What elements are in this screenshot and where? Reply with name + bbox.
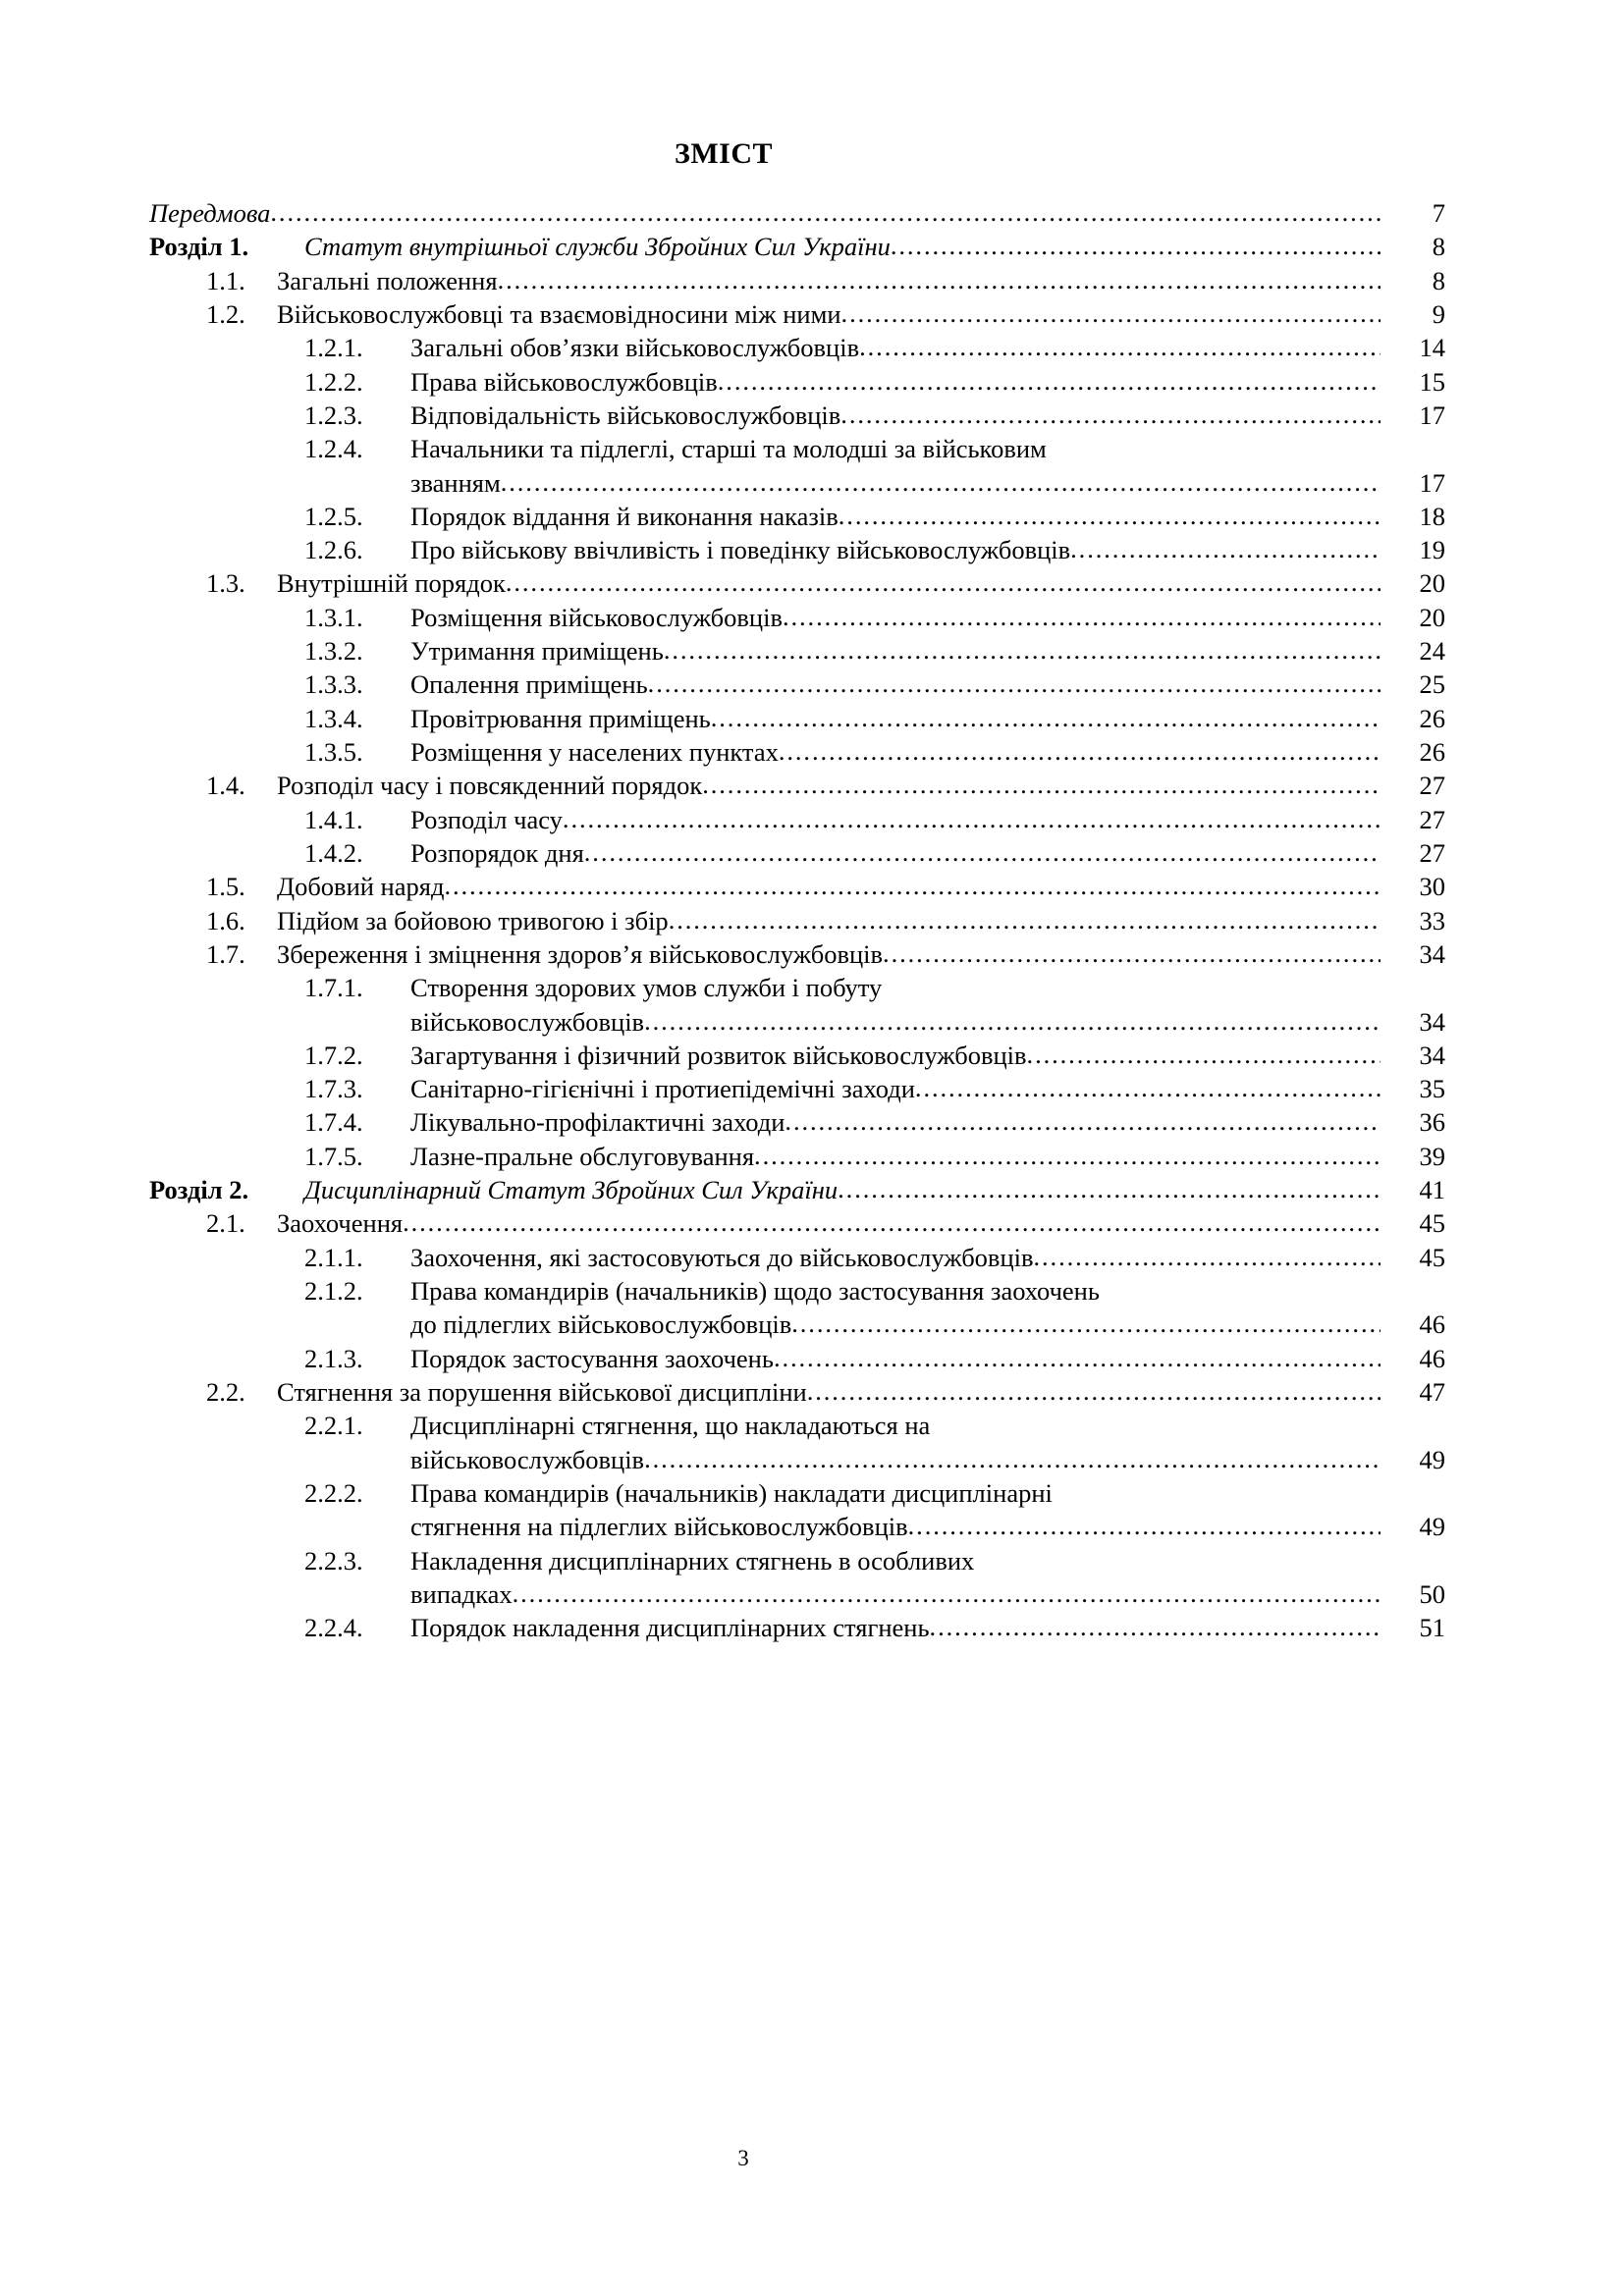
toc-entry-page-number: 24 <box>1419 636 1445 667</box>
toc-entry[interactable] <box>149 769 1445 802</box>
toc-entry-number: 2.2.2. <box>304 1477 363 1508</box>
toc-dot-leader <box>774 1341 1380 1374</box>
toc-entry-page-number: 27 <box>1419 804 1445 834</box>
toc-entry[interactable] <box>149 634 1445 667</box>
toc-entry-number: 1.2.6. <box>304 535 363 565</box>
table-of-contents <box>149 196 1445 1644</box>
toc-entry-number: 1.6. <box>206 905 245 935</box>
toc-entry-label: Порядок накладення дисциплінарних стягнень <box>410 1613 930 1643</box>
toc-entry[interactable] <box>149 1105 1445 1139</box>
toc-entry[interactable] <box>149 667 1445 701</box>
toc-entry-page-number: 27 <box>1419 837 1445 868</box>
toc-entry[interactable] <box>149 1409 1445 1442</box>
toc-entry-number: 1.7.1. <box>304 973 363 1003</box>
toc-dot-leader <box>908 1509 1380 1542</box>
toc-entry-number: 2.2.3. <box>304 1545 363 1575</box>
toc-entry-number: 1.4.1. <box>304 804 363 834</box>
toc-entry-page-number: 27 <box>1419 771 1445 801</box>
toc-entry-number: 2.1.2. <box>304 1276 363 1306</box>
toc-entry-label: Збереження і зміцнення здоров’я військовослужбовців <box>277 938 884 969</box>
toc-entry-label: Розпорядок дня <box>410 837 584 868</box>
toc-entry[interactable] <box>149 1510 1445 1543</box>
toc-entry-label: Права командирів (начальників) накладати дисциплінарні <box>410 1477 1053 1508</box>
toc-dot-leader <box>444 869 1380 902</box>
toc-entry-label: Про військову ввічливість і поведінку військовослужбовців <box>410 535 1071 565</box>
toc-entry-number: 1.2.5. <box>304 501 363 531</box>
toc-dot-leader <box>711 701 1380 734</box>
toc-entry-number: 1.7. <box>206 938 245 969</box>
toc-dot-leader <box>841 296 1380 330</box>
toc-entry-label: Дисциплінарний Статут Збройних Сил України <box>304 1175 839 1205</box>
toc-entry-label: до підлеглих військовослужбовців <box>410 1309 792 1340</box>
toc-dot-leader <box>838 1172 1380 1205</box>
toc-entry-number: 1.2.3. <box>304 400 363 430</box>
toc-dot-leader <box>1070 532 1380 565</box>
toc-entry-page-number: 30 <box>1419 872 1445 902</box>
toc-entry-page-number: 51 <box>1419 1613 1445 1643</box>
toc-entry[interactable] <box>149 297 1445 331</box>
toc-dot-leader <box>839 499 1380 532</box>
toc-entry-number: 1.5. <box>206 872 245 902</box>
toc-entry[interactable] <box>149 937 1445 971</box>
toc-entry[interactable] <box>149 566 1445 600</box>
toc-entry[interactable] <box>149 971 1445 1004</box>
toc-entry-label: Розподіл часу і повсякденний порядок <box>277 771 703 801</box>
toc-entry-label: Начальники та підлеглі, старші та молодші за військовим <box>410 434 1047 464</box>
toc-dot-leader <box>754 1139 1380 1172</box>
toc-entry-label: Права командирів (начальників) щодо застосування заохочень <box>410 1276 1100 1306</box>
toc-dot-leader <box>669 903 1380 936</box>
toc-entry[interactable] <box>149 1375 1445 1409</box>
toc-entry-label: званням <box>410 467 501 498</box>
toc-entry-page-number: 7 <box>1432 198 1445 228</box>
toc-entry-page-number: 34 <box>1419 1006 1445 1037</box>
toc-entry-page-number: 49 <box>1419 1444 1445 1474</box>
toc-entry-number: 1.2. <box>206 298 245 329</box>
toc-entry[interactable] <box>149 1173 1445 1206</box>
toc-entry-label: Санітарно-гігієнічні і протиепідемічні заходи <box>410 1074 915 1104</box>
toc-entry-label: стягнення на підлеглих військовослужбовців <box>410 1512 908 1542</box>
toc-dot-leader <box>644 1004 1380 1038</box>
toc-entry-number: 1.3.4. <box>304 703 363 733</box>
toc-entry-page-number: 25 <box>1419 669 1445 700</box>
toc-entry-page-number: 46 <box>1419 1309 1445 1340</box>
toc-entry[interactable] <box>149 500 1445 533</box>
toc-entry[interactable] <box>149 904 1445 937</box>
toc-entry[interactable] <box>149 230 1445 263</box>
toc-entry-label: Заохочення, які застосовуються до військовослужбовців <box>410 1242 1034 1272</box>
toc-dot-leader <box>840 398 1380 431</box>
toc-dot-leader <box>883 936 1380 970</box>
toc-entry-page-number: 34 <box>1419 938 1445 969</box>
toc-entry-label: військовослужбовців <box>410 1006 645 1037</box>
toc-dot-leader <box>1034 1240 1381 1273</box>
toc-dot-leader <box>702 768 1380 801</box>
toc-entry[interactable] <box>149 1072 1445 1105</box>
toc-dot-leader <box>785 1104 1380 1138</box>
toc-entry-label: Внутрішній порядок <box>277 568 506 599</box>
toc-dot-leader <box>807 1374 1380 1408</box>
toc-entry[interactable] <box>149 331 1445 364</box>
toc-dot-leader <box>859 330 1380 363</box>
toc-dot-leader <box>506 565 1380 599</box>
toc-entry-number: 1.4.2. <box>304 837 363 868</box>
toc-entry-page-number: 15 <box>1419 366 1445 397</box>
toc-dot-leader <box>498 263 1380 296</box>
toc-entry-page-number: 20 <box>1419 602 1445 632</box>
toc-entry-page-number: 50 <box>1419 1578 1445 1609</box>
toc-entry-label: Порядок віддання й виконання наказів <box>410 501 839 531</box>
toc-entry-label: Права військовослужбовців <box>410 366 718 397</box>
toc-entry-label: Утримання приміщень <box>410 636 664 667</box>
toc-dot-leader <box>915 1071 1380 1104</box>
toc-dot-leader <box>779 734 1380 768</box>
toc-entry-page-number: 18 <box>1419 501 1445 531</box>
toc-entry-label: Добовий наряд <box>277 872 445 902</box>
toc-entry-page-number: 19 <box>1419 535 1445 565</box>
toc-entry-page-number: 45 <box>1419 1208 1445 1239</box>
toc-entry[interactable] <box>149 1241 1445 1274</box>
toc-entry-number: Розділ 2. <box>149 1175 249 1205</box>
toc-entry-page-number: 9 <box>1432 298 1445 329</box>
toc-entry[interactable] <box>149 1140 1445 1173</box>
toc-entry-number: 1.3.3. <box>304 669 363 700</box>
toc-entry-label: Заохочення <box>277 1208 404 1239</box>
toc-entry-page-number: 14 <box>1419 333 1445 363</box>
toc-entry-page-number: 45 <box>1419 1242 1445 1272</box>
toc-content <box>149 137 1445 1644</box>
toc-entry[interactable] <box>149 1611 1445 1644</box>
toc-entry-label: Порядок застосування заохочень <box>410 1343 774 1373</box>
toc-entry[interactable] <box>149 836 1445 870</box>
toc-entry-label: Розміщення у населених пунктах <box>410 737 779 767</box>
toc-entry-page-number: 47 <box>1419 1376 1445 1407</box>
toc-entry-number: 1.7.3. <box>304 1074 363 1104</box>
toc-entry-label: Відповідальність військовослужбовців <box>410 400 841 430</box>
toc-entry-number: 2.1. <box>206 1208 245 1239</box>
toc-entry-number: 1.4. <box>206 771 245 801</box>
toc-entry-number: 1.1. <box>206 265 245 295</box>
toc-dot-leader <box>644 1442 1380 1475</box>
toc-dot-leader <box>891 229 1380 262</box>
toc-entry[interactable] <box>149 365 1445 399</box>
toc-entry[interactable] <box>149 870 1445 903</box>
toc-entry-page-number: 49 <box>1419 1512 1445 1542</box>
toc-entry[interactable] <box>149 1476 1445 1510</box>
toc-entry-page-number: 36 <box>1419 1107 1445 1138</box>
toc-entry[interactable] <box>149 1308 1445 1341</box>
toc-dot-leader <box>403 1205 1380 1239</box>
toc-entry[interactable] <box>149 803 1445 836</box>
toc-entry-label: Загальні обов’язки військовослужбовців <box>410 333 860 363</box>
toc-entry-number: 2.2. <box>206 1376 245 1407</box>
toc-entry-label: Стягнення за порушення військової дисципліни <box>277 1376 807 1407</box>
toc-dot-leader <box>501 465 1380 499</box>
toc-entry-number: 1.3.5. <box>304 737 363 767</box>
toc-entry-number: Розділ 1. <box>149 232 249 262</box>
toc-entry-number: 1.3. <box>206 568 245 599</box>
toc-dot-leader <box>270 195 1380 229</box>
toc-entry-number: 2.1.3. <box>304 1343 363 1373</box>
toc-entry-label: Загартування і фізичний розвиток військовослужбовців <box>410 1040 1027 1070</box>
toc-entry-label: Створення здорових умов служби і побуту <box>410 973 883 1003</box>
toc-dot-leader <box>648 667 1380 700</box>
toc-entry-label: Загальні положення <box>277 265 498 295</box>
toc-entry-page-number: 8 <box>1432 265 1445 295</box>
toc-entry-page-number: 35 <box>1419 1074 1445 1104</box>
toc-entry-label: Накладення дисциплінарних стягнень в особливих <box>410 1545 975 1575</box>
toc-entry[interactable] <box>149 1577 1445 1611</box>
toc-entry-label: Опалення приміщень <box>410 669 648 700</box>
toc-entry[interactable] <box>149 601 1445 634</box>
toc-entry-label: Підйом за бойовою тривогою і збір <box>277 905 669 935</box>
toc-entry-page-number: 41 <box>1419 1175 1445 1205</box>
toc-entry-label: Передмова <box>149 198 271 228</box>
toc-entry-label: військовослужбовців <box>410 1444 645 1474</box>
toc-entry-number: 1.3.1. <box>304 602 363 632</box>
toc-entry-number: 1.2.4. <box>304 434 363 464</box>
toc-dot-leader <box>664 633 1380 667</box>
toc-entry-label: Лікувально-профілактичні заходи <box>410 1107 785 1138</box>
page-title: ЗМІСТ <box>675 137 773 170</box>
toc-entry[interactable] <box>149 702 1445 735</box>
toc-dot-leader <box>1027 1038 1380 1071</box>
toc-entry[interactable] <box>149 196 1445 230</box>
toc-entry[interactable] <box>149 1544 1445 1577</box>
toc-entry-page-number: 17 <box>1419 467 1445 498</box>
toc-entry-number: 2.2.1. <box>304 1411 363 1441</box>
toc-dot-leader <box>563 802 1380 835</box>
toc-entry-number: 1.7.4. <box>304 1107 363 1138</box>
toc-entry-number: 1.2.1. <box>304 333 363 363</box>
toc-dot-leader <box>791 1307 1380 1340</box>
toc-entry-number: 1.3.2. <box>304 636 363 667</box>
toc-entry[interactable] <box>149 533 1445 566</box>
toc-dot-leader <box>930 1610 1380 1643</box>
toc-entry-page-number: 17 <box>1419 400 1445 430</box>
toc-entry-page-number: 8 <box>1432 232 1445 262</box>
toc-entry-label: випадках <box>410 1578 513 1609</box>
toc-entry-label: Розподіл часу <box>410 804 563 834</box>
toc-entry[interactable] <box>149 466 1445 500</box>
toc-entry[interactable] <box>149 399 1445 432</box>
toc-entry-label: Провітрювання приміщень <box>410 703 711 733</box>
toc-entry-page-number: 46 <box>1419 1343 1445 1373</box>
toc-dot-leader <box>513 1576 1380 1610</box>
toc-entry-label: Дисциплінарні стягнення, що накладаються на <box>410 1411 931 1441</box>
toc-entry-page-number: 20 <box>1419 568 1445 599</box>
toc-dot-leader <box>783 600 1380 633</box>
toc-entry-number: 1.7.2. <box>304 1040 363 1070</box>
toc-entry[interactable] <box>149 1206 1445 1240</box>
toc-entry-page-number: 26 <box>1419 703 1445 733</box>
toc-entry-page-number: 33 <box>1419 905 1445 935</box>
toc-entry-number: 1.2.2. <box>304 366 363 397</box>
toc-entry-label: Розміщення військовослужбовців <box>410 602 783 632</box>
toc-entry-page-number: 26 <box>1419 737 1445 767</box>
toc-dot-leader <box>718 364 1380 398</box>
toc-entry[interactable] <box>149 432 1445 465</box>
toc-entry[interactable] <box>149 264 1445 297</box>
toc-entry-page-number: 39 <box>1419 1141 1445 1171</box>
toc-entry[interactable] <box>149 1005 1445 1039</box>
toc-entry[interactable] <box>149 735 1445 769</box>
toc-entry-number: 2.2.4. <box>304 1613 363 1643</box>
toc-entry[interactable] <box>149 1039 1445 1072</box>
toc-entry-label: Військовослужбовці та взаємовідносини між ними <box>277 298 841 329</box>
toc-entry-label: Статут внутрішньої служби Збройних Сил України <box>304 232 891 262</box>
toc-entry-page-number: 34 <box>1419 1040 1445 1070</box>
toc-dot-leader <box>584 835 1380 869</box>
toc-entry-number: 2.1.1. <box>304 1242 363 1272</box>
page-folio-number: 3 <box>737 2146 749 2170</box>
toc-entry-label: Лазне-пральне обслуговування <box>410 1141 755 1171</box>
toc-entry[interactable] <box>149 1274 1445 1308</box>
toc-entry[interactable] <box>149 1342 1445 1375</box>
toc-entry[interactable] <box>149 1443 1445 1476</box>
toc-entry-number: 1.7.5. <box>304 1141 363 1171</box>
